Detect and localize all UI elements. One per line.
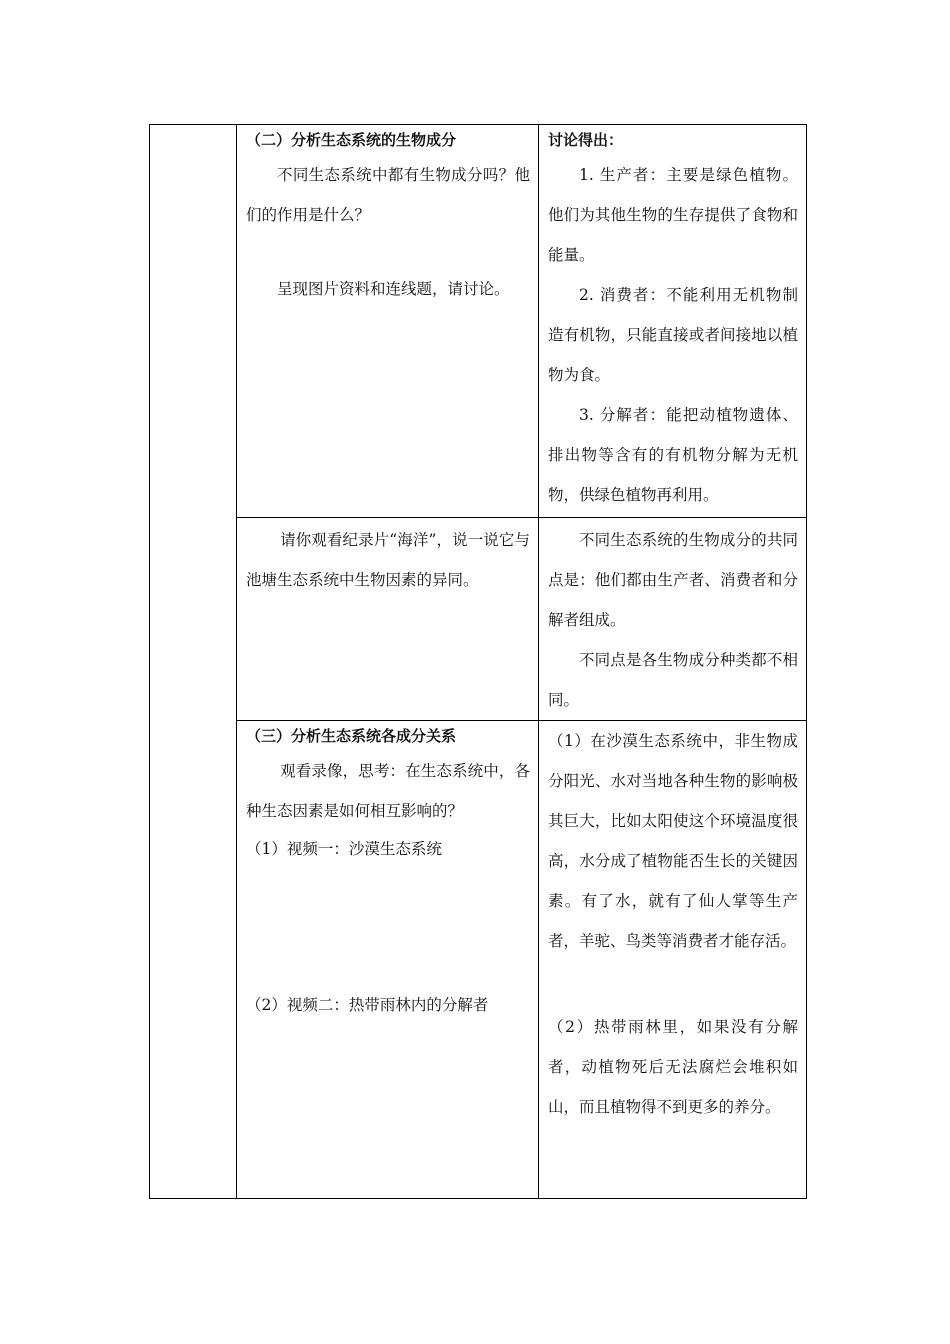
section2-right-cell [539, 125, 807, 518]
decomposer-item: 3. 分解者：能把动植物遗体、排出物等含有的有机物分解为无机物，供绿色植物再利用。 [548, 406, 798, 504]
section2-question: 不同生态系统中都有生物成分吗？他们的作用是什么？ [246, 166, 530, 224]
lesson-table [149, 124, 807, 1199]
section3-heading: （三）分析生态系统各成分关系 [246, 727, 457, 745]
ocean-prompt: 请你观看纪录片“海洋”，说一说它与池塘生态系统中生物因素的异同。 [246, 531, 530, 589]
section3-right-cell [539, 721, 807, 1199]
left-column-cell [150, 125, 237, 1199]
discussion-heading: 讨论得出： [548, 131, 624, 149]
section2-left-cell [237, 125, 539, 518]
table-row [150, 125, 807, 518]
rainforest-answer: （2）热带雨林里，如果没有分解者，动植物死后无法腐烂会堆积如山，而且植物得不到更多的养分。 [548, 1018, 798, 1116]
section2-heading: （二）分析生态系统的生物成分 [246, 131, 457, 149]
section3-question: 观看录像，思考：在生态系统中，各种生态因素是如何相互影响的？ [246, 762, 530, 820]
section3-left-cell [237, 721, 539, 1199]
consumer-item: 2. 消费者：不能利用无机物制造有机物，只能直接或者间接地以植物为食。 [548, 286, 798, 384]
ocean-right-cell [539, 518, 807, 721]
video1-label: （1）视频一：沙漠生态系统 [246, 840, 442, 858]
table-row [150, 518, 807, 721]
desert-answer: （1）在沙漠生态系统中，非生物成分阳光、水对当地各种生物的影响极其巨大，比如太阳使这个环境温度很高，水分成了植物能否生长的关键因素。有了水，就有了仙人掌等生产者，羊驼、鸟类等消费者才能存活。 [548, 732, 798, 950]
section2-activity: 呈现图片资料和连线题，请讨论。 [277, 280, 510, 298]
ocean-same: 不同生态系统的生物成分的共同点是：他们都由生产者、消费者和分解者组成。 [548, 531, 798, 629]
ocean-left-cell [237, 518, 539, 721]
producer-item: 1. 生产者：主要是绿色植物。他们为其他生物的生存提供了食物和能量。 [548, 166, 798, 264]
ocean-diff: 不同点是各生物成分种类都不相同。 [548, 651, 798, 709]
table-row [150, 721, 807, 1199]
video2-label: （2）视频二：热带雨林内的分解者 [246, 996, 489, 1014]
